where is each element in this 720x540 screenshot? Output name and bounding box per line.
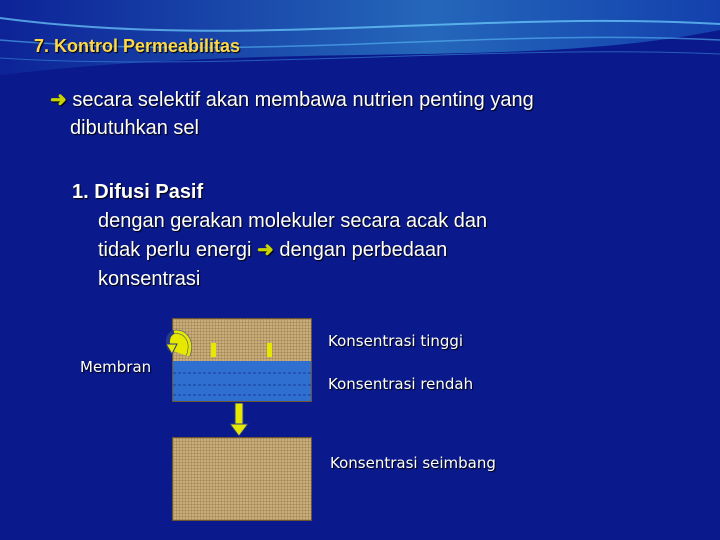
slide-title: 7. Kontrol Permeabilitas: [34, 36, 241, 56]
low-concentration-label: Konsentrasi rendah: [328, 375, 474, 393]
membrane-label: Membran: [80, 358, 152, 376]
list-item-difusi-pasif: [72, 178, 632, 294]
item-line-1: dengan gerakan molekuler secara acak dan: [98, 210, 488, 232]
high-concentration-label: Konsentrasi tinggi: [328, 332, 464, 350]
bullet-text: [50, 86, 670, 142]
item-line-2b: dengan perbedaan: [279, 239, 448, 261]
down-arrow-icon: [229, 403, 249, 437]
bullet-line-1: secara selektif akan membawa nutrien penting yang: [72, 89, 534, 111]
right-arrow-icon: ➜: [50, 89, 67, 111]
item-body: [72, 207, 632, 294]
bullet-line-2: dibutuhkan sel: [70, 117, 199, 139]
item-line-3: konsentrasi: [98, 268, 201, 290]
item-line-2: [98, 236, 632, 265]
item-line-2a: tidak perlu energi: [98, 239, 252, 261]
item-heading: 1. Difusi Pasif: [72, 181, 204, 203]
diffusion-panel-after: [172, 437, 312, 521]
right-arrow-icon: ➜: [257, 239, 274, 261]
equal-concentration-label: Konsentrasi seimbang: [330, 454, 496, 472]
curved-arrow-icon: [166, 326, 196, 360]
